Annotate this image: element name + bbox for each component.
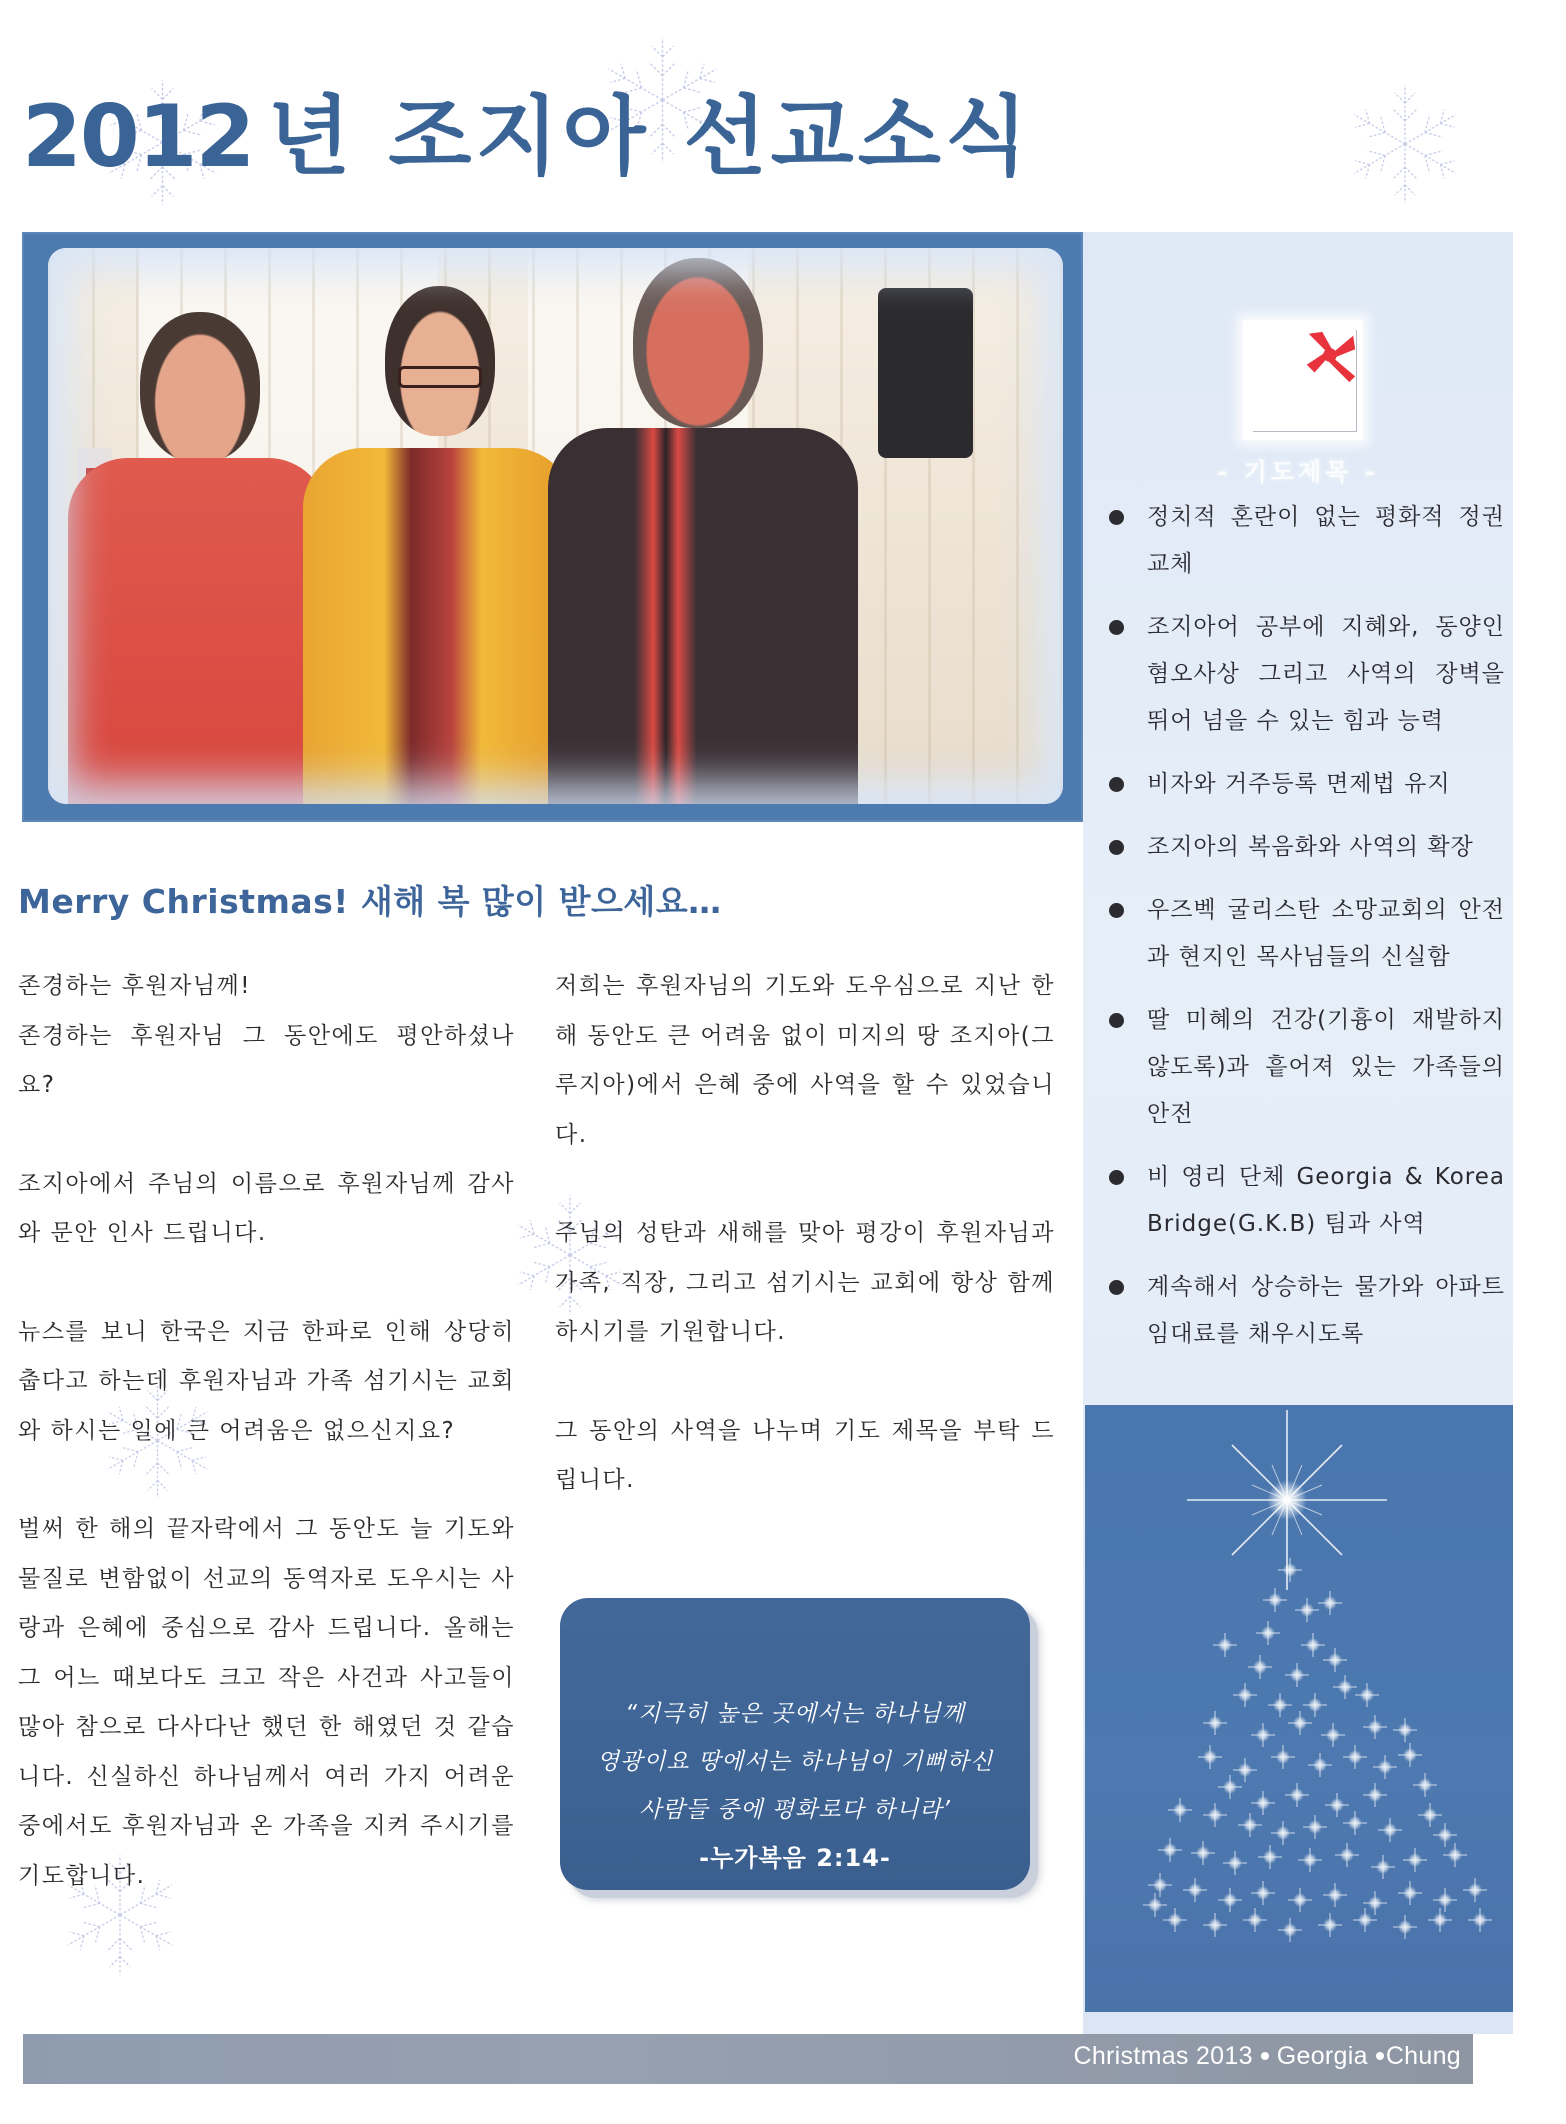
bullet-icon (1109, 840, 1124, 855)
christmas-tree-icon (1085, 1405, 1513, 2012)
footer-text: Christmas 2013 Georgia Chung (1073, 2042, 1461, 2070)
prayer-item: 계속해서 상승하는 물가와 아파트 임대료를 채우시도록 (1105, 1264, 1505, 1358)
photo-image (48, 248, 1063, 804)
prayer-list (1105, 494, 1505, 1374)
quote-line: “지극히 높은 곳에서는 하나님께 (625, 1701, 965, 1727)
prayer-item: 조지아어 공부에 지혜와, 동양인 혐오사상 그리고 사역의 장벽을 뛰어 넘을 수 있는 힘과 능력 (1105, 604, 1505, 745)
paragraph: 주님의 성탄과 새해를 맞아 평강이 후원자님과 가족, 직장, 그리고 섬기시는 교회에 항상 함께 하시기를 기원합니다. (555, 1220, 1055, 1345)
paragraph: 조지아에서 주님의 이름으로 후원자님께 감사와 문안 인사 드립니다. (18, 1170, 515, 1246)
paragraph: 뉴스를 보니 한국은 지금 한파로 인해 상당히 춥다고 하는데 후원자님과 가족 섬기시는 교회와 하시는 일에 큰 어려움은 없으신지요? (18, 1318, 515, 1444)
prayer-item: 우즈벡 굴리스탄 소망교회의 안전과 현지인 목사님들의 신실함 (1105, 887, 1505, 981)
greeting-heading: Merry Christmas! 새해 복 많이 받으세요… (18, 882, 722, 921)
quote-reference: -누가복음 2:14- (699, 1844, 891, 1872)
prayer-heading: - 기도제목 - (1217, 458, 1379, 486)
bullet-icon (1109, 510, 1124, 525)
letter-left-column (18, 962, 515, 1901)
bullet-icon (1109, 1170, 1124, 1185)
speaker (878, 288, 973, 458)
gift-card (1243, 320, 1363, 440)
prayer-item: 딸 미혜의 건강(기흉이 재발하지 않도록)과 흩어져 있는 가족들의 안전 (1105, 997, 1505, 1138)
page-title (22, 82, 1032, 192)
person-girl-hanbok (303, 278, 573, 804)
quote-line: 사람들 중에 평화로다 하니라’ (639, 1797, 951, 1823)
family-photo (22, 232, 1083, 822)
salutation: 존경하는 후원자님께! (18, 973, 251, 999)
bullet-icon (1109, 777, 1124, 792)
snowflake-decoration-icon (1340, 80, 1470, 208)
bullet-icon (1109, 903, 1124, 918)
dot-separator-icon (1261, 2052, 1269, 2060)
quote-line: 영광이요 땅에서는 하나님이 기뻐하신 (596, 1749, 994, 1775)
footer-bar (23, 2034, 1473, 2084)
prayer-item: 비자와 거주등록 면제법 유지 (1105, 761, 1505, 808)
bullet-icon (1109, 1280, 1124, 1295)
bullet-icon (1109, 1013, 1124, 1028)
prayer-item: 정치적 혼란이 없는 평화적 정권교체 (1105, 494, 1505, 588)
prayer-item: 비 영리 단체 Georgia & Korea Bridge(G.K.B) 팀과 사역 (1105, 1154, 1505, 1248)
bullet-icon (1109, 620, 1124, 635)
letter-middle-column (555, 962, 1055, 1506)
prayer-item: 조지아의 복음화와 사역의 확장 (1105, 824, 1505, 871)
dot-separator-icon (1376, 2052, 1384, 2060)
title-text: 년 조지아 선교소식 (267, 87, 1032, 187)
gift-bow-icon (1301, 328, 1359, 386)
christmas-tree-image (1085, 1405, 1513, 2012)
title-year: 2012 (22, 87, 254, 187)
paragraph: 저희는 후원자님의 기도와 도우심으로 지난 한 해 동안도 큰 어려움 없이 미지의 땅 조지아(그루지아)에서 은혜 중에 사역을 할 수 있었습니다. (555, 973, 1055, 1148)
person-man-suit (548, 248, 858, 804)
paragraph: 존경하는 후원자님 그 동안에도 평안하셨나요? (18, 1022, 515, 1098)
paragraph: 그 동안의 사역을 나누며 기도 제목을 부탁 드립니다. (555, 1417, 1055, 1493)
scripture-quote-box (560, 1598, 1030, 1890)
person-woman-red-shirt (68, 308, 338, 804)
paragraph: 벌써 한 해의 끝자락에서 그 동안도 늘 기도와 물질로 변함없이 선교의 동역자로 도우시는 사랑과 은혜에 중심으로 감사 드립니다. 올해는 그 어느 때보다도 크고 작은 사건과 사고들이 많아 참으로 다사다난 했던 한 해였던 것 같습니다. 신실하신 하나님께서 여러 가지 어려운 중에서도 후원자님과 온 가족을 지켜 주시기를 기도합니다. (18, 1516, 515, 1889)
